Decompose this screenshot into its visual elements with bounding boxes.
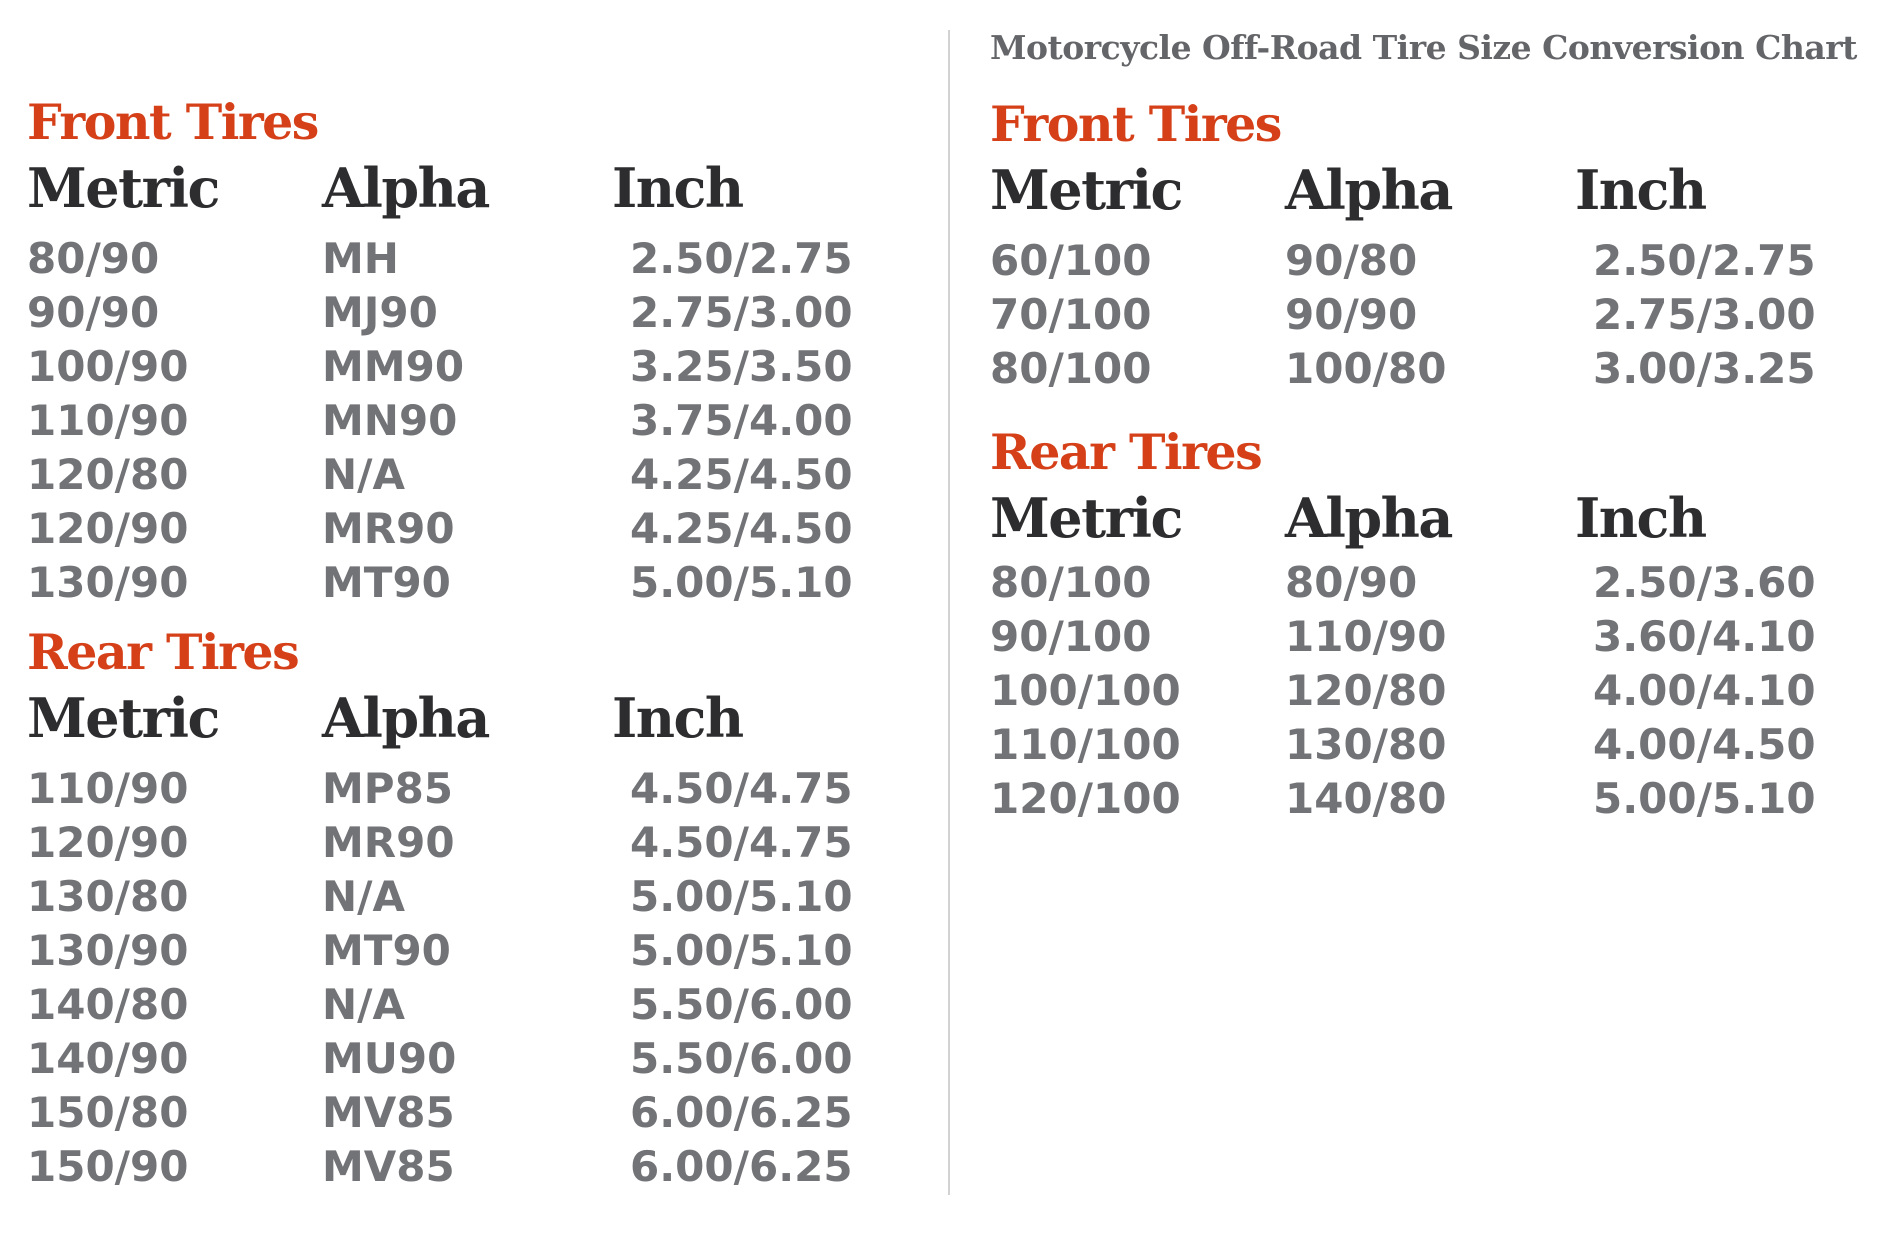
right-front-tires-section — [990, 95, 1880, 396]
table-body — [990, 234, 1880, 396]
front-tires-heading: Front Tires — [27, 93, 318, 151]
metric-cell: 110/90 — [27, 396, 189, 445]
table-row — [27, 1140, 917, 1194]
inch-cell: 5.00/5.10 — [630, 926, 853, 975]
inch-cell: 6.00/6.25 — [630, 1088, 853, 1137]
table-body — [27, 762, 917, 1194]
inch-cell: 4.00/4.50 — [1593, 720, 1816, 769]
metric-cell: 80/90 — [27, 234, 160, 283]
table-row — [990, 342, 1880, 396]
inch-cell: 5.00/5.10 — [630, 558, 853, 607]
column-header-alpha: Alpha — [322, 686, 489, 750]
metric-cell: 130/90 — [27, 926, 189, 975]
rear-tires-heading: Rear Tires — [990, 423, 1262, 481]
vertical-divider — [948, 30, 950, 1195]
column-header-inch: Inch — [612, 686, 743, 750]
right-panel — [990, 0, 1880, 826]
table-row — [27, 1032, 917, 1086]
metric-cell: 120/80 — [27, 450, 189, 499]
alpha-cell: N/A — [322, 450, 405, 499]
rear-tires-heading: Rear Tires — [27, 623, 299, 681]
metric-cell: 60/100 — [990, 236, 1152, 285]
left-panel — [27, 0, 917, 1194]
column-header-inch: Inch — [612, 156, 743, 220]
table-body — [990, 556, 1880, 826]
metric-cell: 80/100 — [990, 344, 1152, 393]
inch-cell: 4.50/4.75 — [630, 818, 853, 867]
table-row — [27, 340, 917, 394]
alpha-cell: 90/90 — [1285, 290, 1418, 339]
table-row — [27, 816, 917, 870]
table-row — [27, 978, 917, 1032]
inch-cell: 4.00/4.10 — [1593, 666, 1816, 715]
metric-cell: 120/90 — [27, 818, 189, 867]
metric-cell: 150/80 — [27, 1088, 189, 1137]
table-row — [27, 502, 917, 556]
table-row — [990, 610, 1880, 664]
column-header-metric: Metric — [990, 486, 1182, 550]
inch-cell: 5.50/6.00 — [630, 980, 853, 1029]
alpha-cell: MT90 — [322, 558, 451, 607]
alpha-cell: MM90 — [322, 342, 465, 391]
table-row — [27, 1086, 917, 1140]
metric-cell: 80/100 — [990, 558, 1152, 607]
alpha-cell: 100/80 — [1285, 344, 1447, 393]
alpha-cell: N/A — [322, 980, 405, 1029]
table-row — [990, 772, 1880, 826]
column-header-metric: Metric — [27, 156, 219, 220]
alpha-cell: MU90 — [322, 1034, 457, 1083]
alpha-cell: 140/80 — [1285, 774, 1447, 823]
alpha-cell: MT90 — [322, 926, 451, 975]
table-row — [990, 718, 1880, 772]
table-row — [990, 556, 1880, 610]
column-header-alpha: Alpha — [1285, 158, 1452, 222]
alpha-cell: 120/80 — [1285, 666, 1447, 715]
table-header-row — [27, 688, 917, 748]
metric-cell: 130/80 — [27, 872, 189, 921]
alpha-cell: 130/80 — [1285, 720, 1447, 769]
inch-cell: 6.00/6.25 — [630, 1142, 853, 1191]
table-row — [990, 288, 1880, 342]
inch-cell: 4.25/4.50 — [630, 504, 853, 553]
table-header-row — [990, 160, 1880, 220]
inch-cell: 2.75/3.00 — [630, 288, 853, 337]
metric-cell: 110/100 — [990, 720, 1181, 769]
table-row — [990, 234, 1880, 288]
alpha-cell: MR90 — [322, 818, 455, 867]
chart-title: Motorcycle Off-Road Tire Size Conversion Chart — [990, 28, 1857, 67]
alpha-cell: 80/90 — [1285, 558, 1418, 607]
inch-cell: 3.25/3.50 — [630, 342, 853, 391]
table-row — [27, 394, 917, 448]
inch-cell: 4.25/4.50 — [630, 450, 853, 499]
metric-cell: 110/90 — [27, 764, 189, 813]
table-row — [27, 762, 917, 816]
inch-cell: 5.00/5.10 — [1593, 774, 1816, 823]
metric-cell: 100/100 — [990, 666, 1181, 715]
alpha-cell: MJ90 — [322, 288, 438, 337]
metric-cell: 140/80 — [27, 980, 189, 1029]
front-tires-heading: Front Tires — [990, 95, 1281, 153]
column-header-alpha: Alpha — [322, 156, 489, 220]
inch-cell: 2.50/2.75 — [630, 234, 853, 283]
left-rear-tires-section — [27, 623, 917, 1194]
column-header-inch: Inch — [1575, 486, 1706, 550]
metric-cell: 120/100 — [990, 774, 1181, 823]
inch-cell: 3.00/3.25 — [1593, 344, 1816, 393]
table-row — [27, 870, 917, 924]
alpha-cell: MR90 — [322, 504, 455, 553]
table-header-row — [27, 158, 917, 218]
alpha-cell: MN90 — [322, 396, 458, 445]
inch-cell: 3.60/4.10 — [1593, 612, 1816, 661]
alpha-cell: MV85 — [322, 1088, 455, 1137]
table-body — [27, 232, 917, 610]
alpha-cell: MP85 — [322, 764, 454, 813]
inch-cell: 4.50/4.75 — [630, 764, 853, 813]
column-header-alpha: Alpha — [1285, 486, 1452, 550]
inch-cell: 3.75/4.00 — [630, 396, 853, 445]
inch-cell: 2.50/2.75 — [1593, 236, 1816, 285]
column-header-metric: Metric — [990, 158, 1182, 222]
right-rear-tires-section — [990, 423, 1880, 826]
left-front-tires-section — [27, 93, 917, 610]
inch-cell: 2.50/3.60 — [1593, 558, 1816, 607]
table-row — [27, 286, 917, 340]
inch-cell: 5.50/6.00 — [630, 1034, 853, 1083]
metric-cell: 90/90 — [27, 288, 160, 337]
alpha-cell: N/A — [322, 872, 405, 921]
alpha-cell: MH — [322, 234, 399, 283]
column-header-inch: Inch — [1575, 158, 1706, 222]
metric-cell: 100/90 — [27, 342, 189, 391]
table-header-row — [990, 488, 1880, 548]
metric-cell: 70/100 — [990, 290, 1152, 339]
inch-cell: 5.00/5.10 — [630, 872, 853, 921]
metric-cell: 130/90 — [27, 558, 189, 607]
inch-cell: 2.75/3.00 — [1593, 290, 1816, 339]
metric-cell: 140/90 — [27, 1034, 189, 1083]
table-row — [27, 232, 917, 286]
metric-cell: 120/90 — [27, 504, 189, 553]
metric-cell: 90/100 — [990, 612, 1152, 661]
table-row — [27, 924, 917, 978]
table-row — [990, 664, 1880, 718]
alpha-cell: 90/80 — [1285, 236, 1418, 285]
metric-cell: 150/90 — [27, 1142, 189, 1191]
alpha-cell: 110/90 — [1285, 612, 1447, 661]
table-row — [27, 448, 917, 502]
table-row — [27, 556, 917, 610]
column-header-metric: Metric — [27, 686, 219, 750]
alpha-cell: MV85 — [322, 1142, 455, 1191]
